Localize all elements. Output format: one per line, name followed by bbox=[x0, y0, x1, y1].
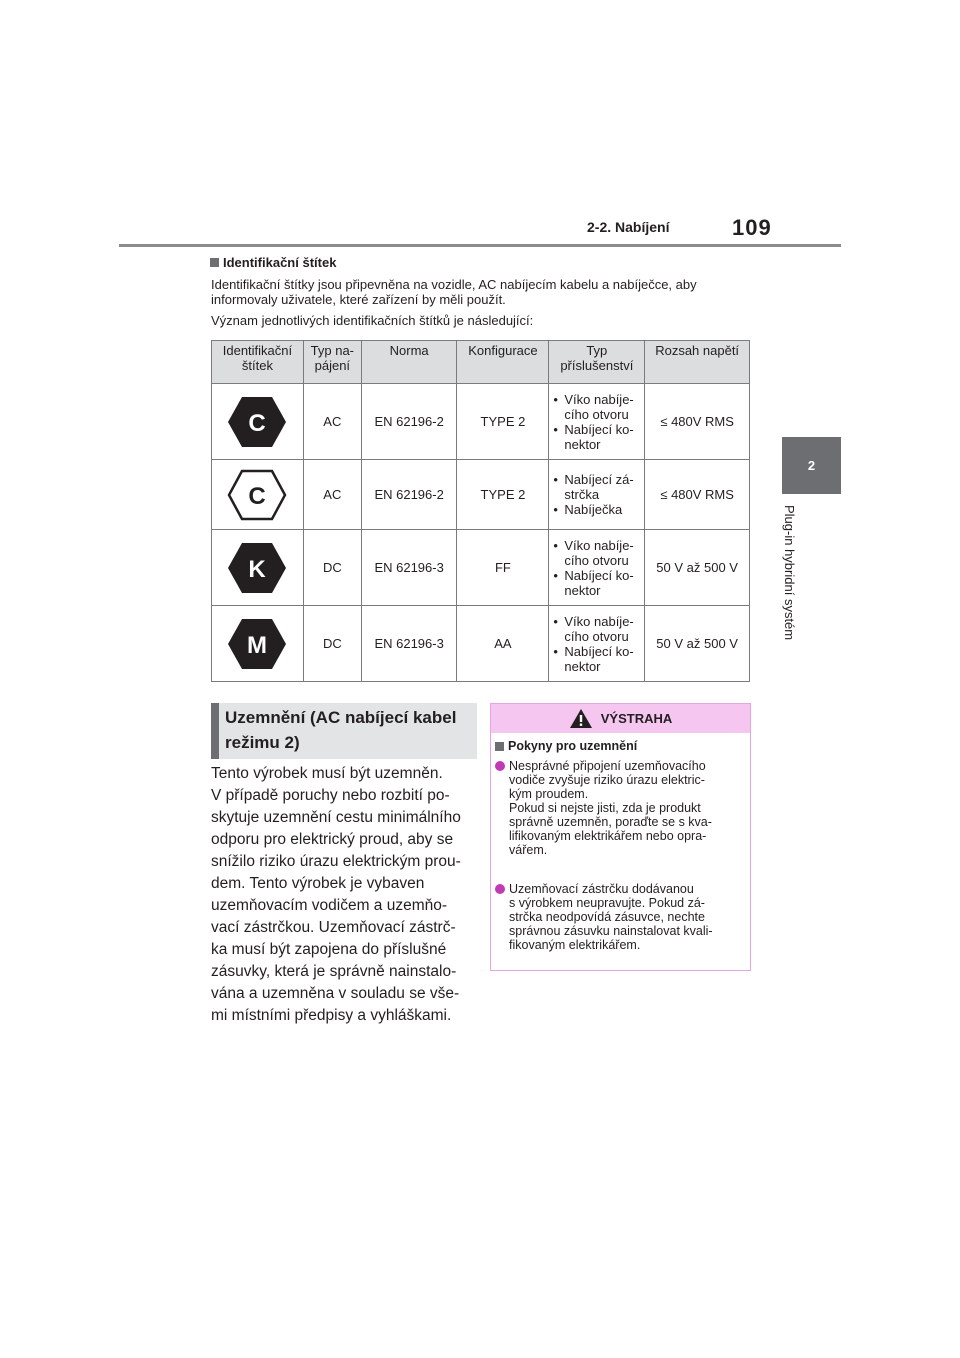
warning-triangle-icon bbox=[569, 708, 593, 729]
chapter-number: 2 bbox=[807, 458, 816, 473]
text-line: správnou zásuvku nainstalovat kvali- bbox=[509, 924, 713, 938]
hex-letter: M bbox=[247, 631, 268, 659]
th-config: Konfigurace bbox=[457, 341, 549, 384]
th-supply: Typ na-pájení bbox=[303, 341, 361, 384]
norm-cell: EN 62196-2 bbox=[361, 384, 457, 460]
range-cell: ≤ 480V RMS bbox=[645, 384, 750, 460]
warning-item-text bbox=[509, 759, 745, 857]
config-cell: FF bbox=[457, 530, 549, 606]
text-line: správně uzemněn, poraďte se s kva- bbox=[509, 815, 712, 829]
text-line: Tento výrobek musí být uzemněn. bbox=[211, 765, 443, 782]
text-line: ka musí být zapojena do příslušné bbox=[211, 941, 447, 958]
list-item: • Nabíjecí ko-nektor bbox=[552, 568, 641, 598]
config-cell: AA bbox=[457, 606, 549, 682]
list-item: • Víko nabíje-cího otvoru bbox=[552, 538, 641, 568]
table-row bbox=[212, 606, 750, 682]
text-line: Uzemňovací zástrčku dodávanou bbox=[509, 882, 694, 896]
norm-cell: EN 62196-2 bbox=[361, 460, 457, 530]
section-title: 2-2. Nabíjení bbox=[587, 219, 670, 235]
hexagon-m-icon bbox=[227, 618, 287, 670]
warning-item-text bbox=[509, 882, 745, 952]
supply-cell: DC bbox=[303, 606, 361, 682]
ident-table bbox=[211, 340, 750, 682]
th-range: Rozsah napětí bbox=[645, 341, 750, 384]
text-line: uzemňovacím vodičem a uzemňo- bbox=[211, 897, 448, 914]
chapter-title: Plug-in hybridní systém bbox=[782, 505, 797, 641]
text-line: vána a uzemněna v souladu se vše- bbox=[211, 985, 460, 1002]
hexagon-c-icon bbox=[227, 396, 287, 448]
text-line: Nesprávné připojení uzemňovacího bbox=[509, 759, 706, 773]
config-cell: TYPE 2 bbox=[457, 384, 549, 460]
th-label: Identifikační štítek bbox=[212, 341, 304, 384]
warning-subheading bbox=[495, 739, 637, 753]
text-line: Pokud si nejste jisti, zda je produkt bbox=[509, 801, 701, 815]
chapter-side-label bbox=[782, 505, 809, 653]
ident-paragraph: Identifikační štítky jsou připevněna na vozidle, AC nabíjecím kabelu a nabíječce, aby informovaly uživatele, které zařízení by měli použít. bbox=[211, 277, 697, 307]
table-header-row bbox=[212, 341, 750, 384]
text-line: fikovaným elektrikářem. bbox=[509, 938, 641, 952]
range-cell: ≤ 480V RMS bbox=[645, 460, 750, 530]
list-item: • Nabíječka bbox=[552, 502, 641, 517]
accessory-cell bbox=[549, 384, 645, 460]
warning-item bbox=[495, 759, 745, 857]
table-row bbox=[212, 460, 750, 530]
grounding-heading-line: Uzemnění (AC nabíjecí kabel bbox=[225, 708, 457, 727]
ident-heading bbox=[210, 255, 336, 270]
list-item: • Nabíjecí zá-strčka bbox=[552, 472, 641, 502]
grounding-heading-line: režimu 2) bbox=[225, 733, 300, 752]
supply-cell: AC bbox=[303, 460, 361, 530]
range-cell: 50 V až 500 V bbox=[645, 606, 750, 682]
th-norm: Norma bbox=[361, 341, 457, 384]
config-cell: TYPE 2 bbox=[457, 460, 549, 530]
text-line: V případě poruchy nebo rozbití po- bbox=[211, 787, 450, 804]
accessory-cell bbox=[549, 530, 645, 606]
square-bullet-icon bbox=[495, 742, 504, 751]
text-line: lifikovaným elektrikářem nebo opra- bbox=[509, 829, 707, 843]
text-line: snížilo riziko úrazu elektrickým prou- bbox=[211, 853, 461, 870]
label-cell bbox=[212, 606, 304, 682]
list-item: • Nabíjecí ko-nektor bbox=[552, 422, 641, 452]
warning-header bbox=[491, 704, 750, 733]
text-line: odporu pro elektrický proud, aby se bbox=[211, 831, 454, 848]
text-line: skytuje uzemnění cestu minimálního bbox=[211, 809, 461, 826]
warning-box bbox=[490, 703, 751, 971]
range-cell: 50 V až 500 V bbox=[645, 530, 750, 606]
warning-item bbox=[495, 882, 745, 952]
hex-letter: C bbox=[248, 409, 267, 437]
grounding-heading bbox=[225, 705, 469, 755]
norm-cell: EN 62196-3 bbox=[361, 606, 457, 682]
text-line: dem. Tento výrobek je vybaven bbox=[211, 875, 425, 892]
ident-intro: Význam jednotlivých identifikačních štítků je následující: bbox=[211, 313, 534, 328]
ident-heading-text: Identifikační štítek bbox=[223, 255, 337, 270]
th-accessory: Typ příslušenství bbox=[549, 341, 645, 384]
text-line: s výrobkem neupravujte. Pokud zá- bbox=[509, 896, 705, 910]
grounding-body bbox=[211, 763, 475, 1027]
supply-cell: AC bbox=[303, 384, 361, 460]
label-cell bbox=[212, 530, 304, 606]
list-item: • Nabíjecí ko-nektor bbox=[552, 644, 641, 674]
text-line: vací zástrčkou. Uzemňovací zástrč- bbox=[211, 919, 456, 936]
hex-letter: K bbox=[248, 555, 267, 583]
bullet-dot-icon bbox=[495, 884, 505, 894]
text-line: vodiče zvyšuje riziko úrazu elektric- bbox=[509, 773, 705, 787]
bullet-dot-icon bbox=[495, 761, 505, 771]
warning-subheading-text: Pokyny pro uzemnění bbox=[508, 739, 638, 753]
page-number: 109 bbox=[732, 215, 772, 240]
header-rule bbox=[119, 244, 841, 247]
supply-cell: DC bbox=[303, 530, 361, 606]
hexagon-c-outline-icon bbox=[227, 469, 287, 521]
table-row bbox=[212, 530, 750, 606]
text-line: zásuvky, která je správně nainstalo- bbox=[211, 963, 457, 980]
accessory-cell bbox=[549, 606, 645, 682]
list-item: • Víko nabíje-cího otvoru bbox=[552, 392, 641, 422]
square-bullet-icon bbox=[210, 258, 219, 267]
label-cell bbox=[212, 460, 304, 530]
text-line: kým proudem. bbox=[509, 787, 589, 801]
accessory-cell bbox=[549, 460, 645, 530]
table-row bbox=[212, 384, 750, 460]
chapter-tab bbox=[782, 437, 841, 494]
text-line: mi místními předpisy a vyhláškami. bbox=[211, 1007, 452, 1024]
norm-cell: EN 62196-3 bbox=[361, 530, 457, 606]
hex-letter: C bbox=[248, 482, 267, 510]
label-cell bbox=[212, 384, 304, 460]
warning-title: VÝSTRAHA bbox=[600, 711, 673, 726]
list-item: • Víko nabíje-cího otvoru bbox=[552, 614, 641, 644]
hexagon-k-icon bbox=[227, 542, 287, 594]
text-line: vářem. bbox=[509, 843, 548, 857]
text-line: strčka neodpovídá zásuvce, nechte bbox=[509, 910, 705, 924]
